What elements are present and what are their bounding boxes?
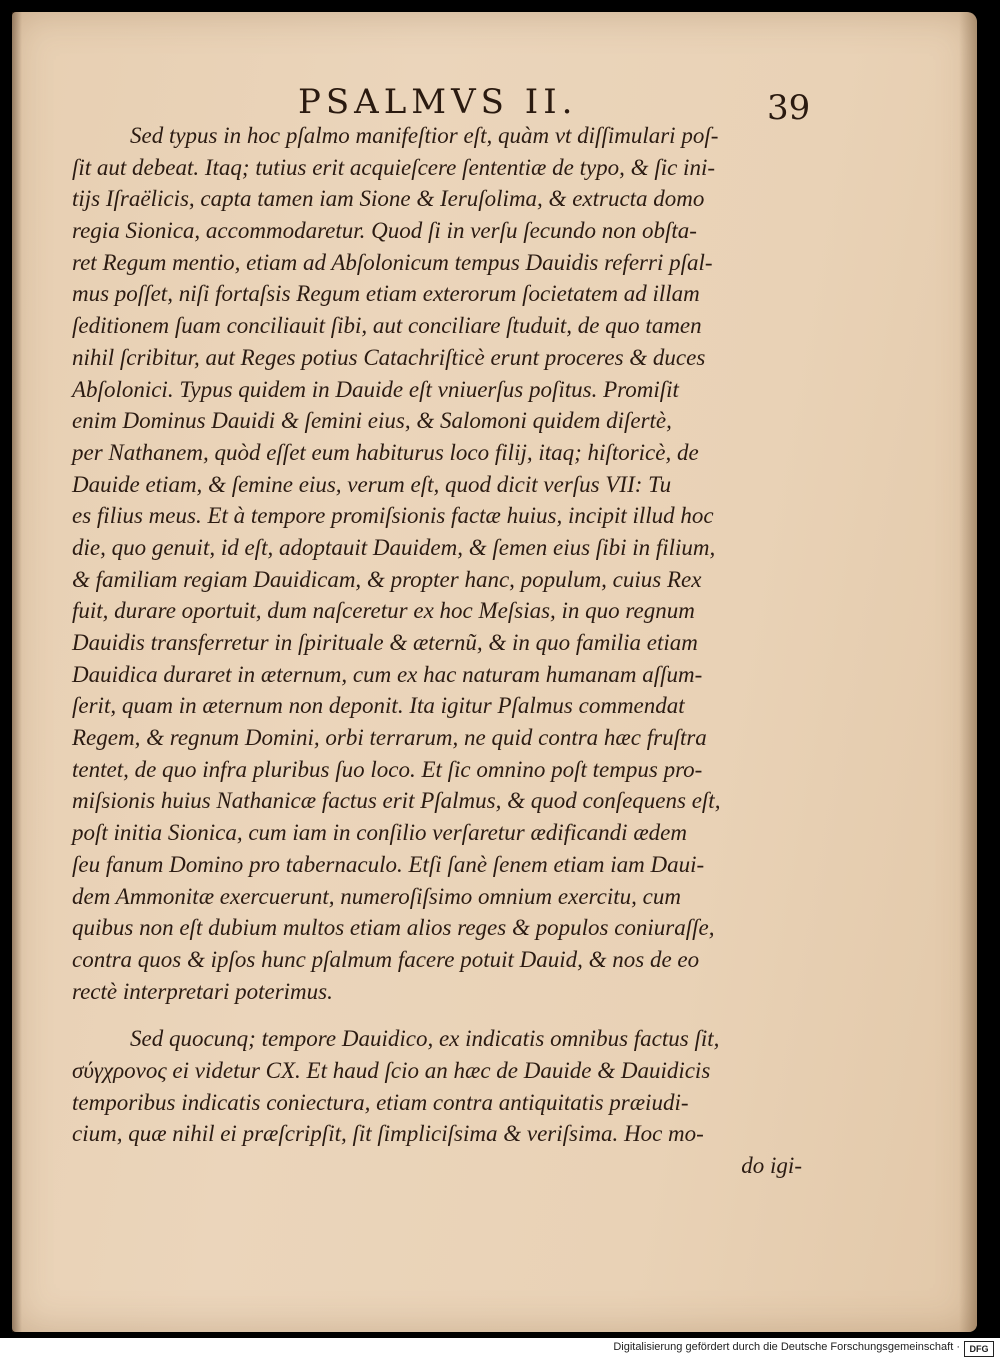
text-line: ret Regum mentio, etiam ad Abſolonicum tempus Dauidis referri pſal- (72, 249, 713, 275)
text-line: poſt initia Sionica, cum iam in conſilio verſaretur ædificandi ædem (72, 820, 687, 846)
text-line: ſerit, quam in æternum non deponit. Ita igitur Pſalmus commendat (72, 693, 685, 719)
text-line: quibus non eſt dubium multos etiam alios reges & populos coniuraſſe, (72, 915, 715, 941)
footer-bar (0, 1338, 1000, 1360)
text-line: cium, quæ nihil ei præſcripſit, ſit ſimpliciſsima & veriſsima. Hoc mo- (72, 1121, 704, 1147)
body-text (72, 120, 812, 1182)
text-line: Dauidica duraret in æternum, cum ex hac naturam humanam aſſum- (72, 661, 703, 687)
paragraph-gap (72, 1007, 812, 1023)
book-page (12, 12, 977, 1332)
text-line: enim Dominus Dauidi & ſemini eius, & Salomoni quidem diſertè, (72, 408, 672, 434)
page-number: 39 (767, 88, 811, 128)
text-line: Sed typus in hoc pſalmo manifeſtior eſt, quàm vt diſſimulari poſ- (130, 123, 719, 148)
text-line: contra quos & ipſos hunc pſalmum facere potuit Dauid, & nos de eo (72, 946, 700, 972)
text-line: ſeditionem ſuam conciliauit ſibi, aut conciliare ſtuduit, de quo tamen (72, 313, 702, 339)
text-line: σύγχρονος ei videtur CX. Et haud ſcio an hæc de Dauide & Dauidicis (72, 1057, 711, 1083)
text-line: per Nathanem, quòd eſſet eum habiturus loco filij, itaq; hiſtoricè, de (72, 439, 699, 465)
text-line: Regem, & regnum Domini, orbi terrarum, ne quid contra hæc fruſtra (72, 725, 707, 751)
text-line: Sed quocunq; tempore Dauidico, ex indicatis omnibus factus ſit, (130, 1026, 720, 1052)
text-line: ſit aut debeat. Itaq; tutius erit acquieſcere ſententiæ de typo, & ſic ini- (72, 154, 716, 180)
text-line: mus poſſet, niſi fortaſsis Regum etiam exterorum ſocietatem ad illam (72, 281, 700, 307)
text-line: rectè interpretari poterimus. (72, 978, 333, 1004)
text-line: nihil ſcribitur, aut Reges potius Catachriſticè erunt proceres & duces (72, 344, 706, 370)
text-line: regia Sionica, accommodaretur. Quod ſi in verſu ſecundo non obſta- (72, 218, 697, 244)
binding-shadow (12, 12, 22, 1332)
text-line: es filius meus. Et à tempore promiſsionis factæ huius, incipit illud hoc (72, 503, 714, 529)
dfg-logo: DFG (964, 1341, 994, 1357)
text-line: dem Ammonitæ exercuerunt, numeroſiſsimo omnium exercitu, cum (72, 883, 681, 909)
text-line: Dauide etiam, & ſemine eius, verum eſt, quod dicit verſus VII: Tu (72, 471, 672, 497)
text-line: miſsionis huius Nathanicæ factus erit Pſalmus, & quod conſequens eſt, (72, 788, 721, 814)
text-line: ſeu fanum Domino pro tabernaculo. Etſi ſanè ſenem etiam iam Daui- (72, 851, 705, 877)
running-head: PSALMVS II. (298, 82, 578, 122)
funding-notice: Digitalisierung gefördert durch die Deutsche Forschungsgemeinschaft · (613, 1341, 960, 1353)
text-line: Dauidis transferretur in ſpirituale & æternũ, & in quo familia etiam (72, 630, 698, 655)
text-line: tijs Iſraëlicis, capta tamen iam Sione & Ieruſolima, & extructa domo (72, 186, 705, 212)
text-line: tentet, de quo infra pluribus ſuo loco. Et ſic omnino poſt tempus pro- (72, 756, 703, 782)
text-line: temporibus indicatis coniectura, etiam contra antiquitatis præiudi- (72, 1089, 689, 1115)
text-line: & familiam regiam Dauidicam, & propter hanc, populum, cuius Rex (72, 566, 702, 592)
text-line: die, quo genuit, id eſt, adoptauit Dauidem, & ſemen eius ſibi in filium, (72, 534, 716, 560)
text-line: fuit, durare oportuit, dum naſceretur ex hoc Meſsias, in quo regnum (72, 598, 695, 624)
catchword: do igi- (741, 1153, 802, 1178)
text-line: Abſolonici. Typus quidem in Dauide eſt vniuerſus poſitus. Promiſit (72, 376, 679, 402)
